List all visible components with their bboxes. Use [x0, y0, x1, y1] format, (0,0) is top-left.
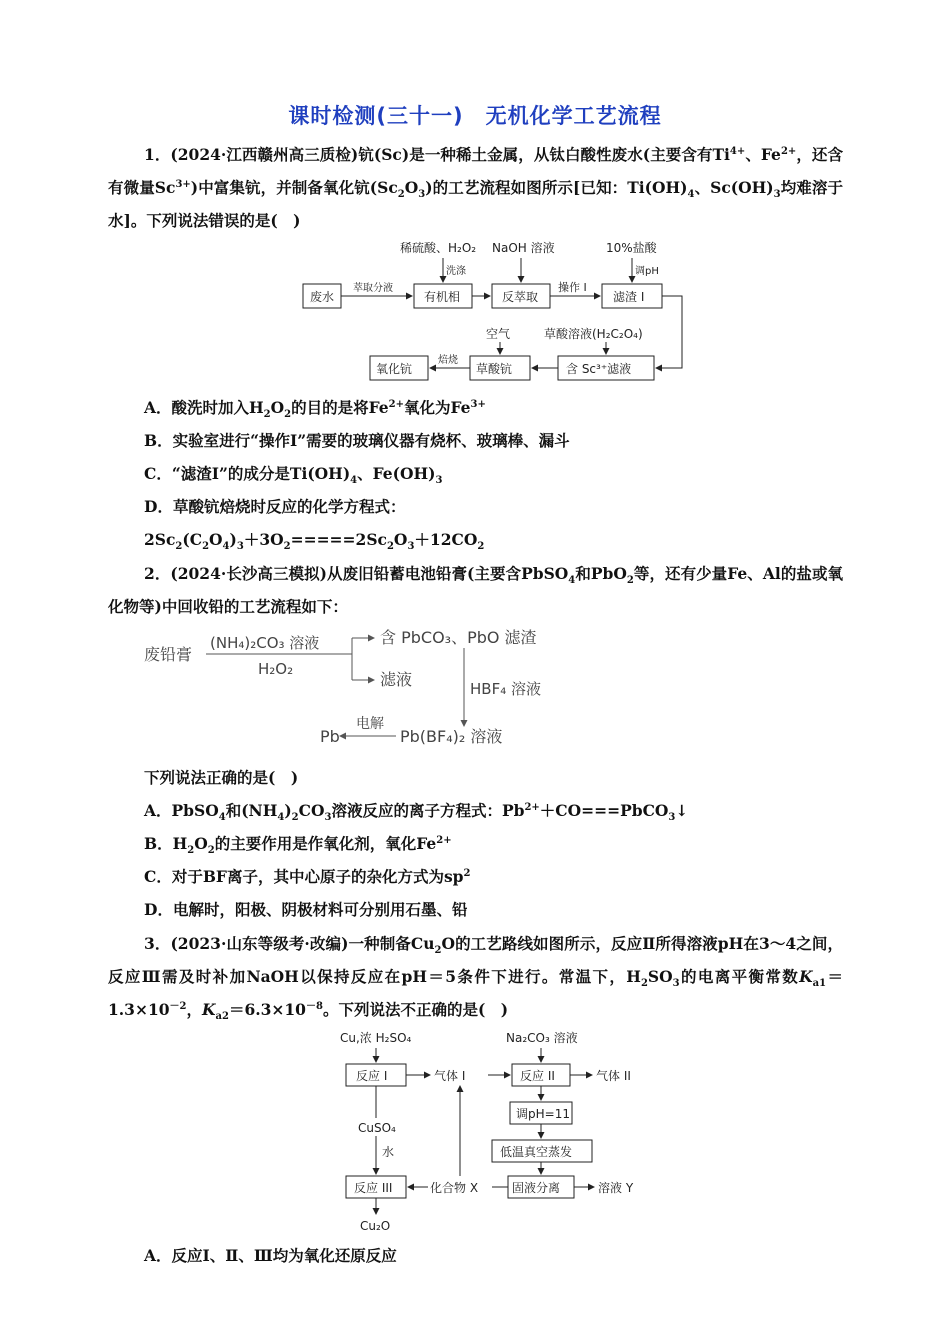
q2-label-residue: 含 PbCO₃、PbO 滤渣 [380, 628, 537, 647]
q3-label-cuso4: CuSO₄ [358, 1121, 396, 1135]
q1-option-c: C．“滤渣Ⅰ”的成分是$Ti(OH)_4$、$Fe(OH)_3$ [144, 464, 443, 487]
q1-label-reagent3: 10%盐酸 [606, 241, 657, 255]
q3-label-compound-x: 化合物 X [430, 1181, 479, 1195]
q1-option-d: D．草酸钪焙烧时反应的化学方程式： [144, 497, 406, 516]
q2-option-b: B．$H_2O_2$的主要作用是作氧化剂，氧化$Fe^{2+}$ [144, 834, 452, 857]
q3-label-separate: 固液分离 [512, 1181, 561, 1195]
q1-stem: 1．(2024·江西赣州高三质检)钪(Sc)是一种稀土金属，从钛白酸性废水(主要含有$Ti^{4+}$、$Fe^{2+}$，还含有微量$Sc^{3+}$)中富集钪，并制备氧化钪$(Sc_2O_3)$的工艺流程如图所示[已知：$Ti(OH)_4$、$Sc(OH)_3$均难溶于水]。下列说法错误的是( ) [108, 145, 843, 230]
q2-stem: 2．(2024·长沙高三模拟)从废旧铅蓄电池铅膏(主要含PbSO$_4$和PbO$_2$等，还有少量Fe、Al的盐或氧化物等)中回收铅的工艺流程如下： [108, 564, 843, 616]
q1-label-filtrate: 含 Sc³⁺滤液 [566, 362, 632, 376]
q3-label-gas1: 气体 I [434, 1069, 466, 1083]
q2-option-c: C．对于BF离子，其中心原子的杂化方式为$sp^2$ [144, 867, 471, 886]
q1-label-reagent1: 稀硫酸、H₂O₂ [400, 241, 477, 255]
q2-label-filtrate: 滤液 [380, 670, 413, 689]
q1-label-back-extract: 反萃取 [502, 290, 539, 304]
q1-label-organic: 有机相 [424, 290, 461, 304]
q2-label-start: 废铅膏 [144, 645, 193, 664]
q2-label-hbf4: HBF₄ 溶液 [470, 680, 541, 698]
q2-flowchart [140, 624, 580, 756]
q1-label-extract: 萃取分液 [353, 283, 393, 294]
q1-flowchart [296, 238, 696, 384]
page-title: 课时检测(三十一) 无机化学工艺流程 [288, 104, 662, 128]
q3-option-a: A．反应Ⅰ、Ⅱ、Ⅲ均为氧化还原反应 [144, 1246, 397, 1265]
q3-label-na2co3: Na₂CO₃ 溶液 [506, 1031, 578, 1045]
q1-option-b: B．实验室进行“操作Ⅰ”需要的玻璃仪器有烧杯、玻璃棒、漏斗 [144, 431, 570, 450]
q3-label-ph11: 调pH=11 [516, 1107, 570, 1121]
q1-label-air: 空气 [486, 327, 511, 341]
q3-label-cu2o: Cu₂O [360, 1219, 391, 1233]
q1-label-roast: 焙烧 [438, 355, 458, 366]
q1-label-reagent2: NaOH 溶液 [492, 241, 555, 255]
q2-option-a: A．PbSO$_4$和$(NH_4)_2CO_3$溶液反应的离子方程式：$Pb^{2+}+CO===PbCO_3↓$ [144, 801, 689, 824]
q1-label-waste: 废水 [310, 290, 335, 304]
q1-label-residue1: 滤渣 I [613, 290, 645, 304]
q2-option-d: D．电解时，阳极、阴极材料可分别用石墨、铅 [144, 900, 468, 919]
q2-label-electrolysis: 电解 [356, 716, 384, 732]
q3-label-r1: 反应 I [356, 1069, 388, 1083]
q3-label-cu-acid: Cu,浓 H₂SO₄ [340, 1031, 412, 1045]
q2-prompt: 下列说法正确的是( ) [144, 768, 299, 787]
q3-flowchart [330, 1028, 660, 1234]
q1-label-op1: 操作 I [558, 281, 587, 294]
q1-option-d-equation: $2Sc_2(C_2O_4)_3+3O_2=====2Sc_2O_3+12CO_2$ [144, 530, 485, 553]
q1-label-wash: 洗涤 [446, 266, 466, 277]
q3-label-r2: 反应 II [520, 1069, 555, 1083]
q1-label-sc-oxalate: 草酸钪 [476, 362, 513, 376]
q2-label-reagent-top: (NH₄)₂CO₃ 溶液 [210, 634, 320, 652]
q2-label-reagent-bottom: H₂O₂ [258, 660, 294, 678]
q3-label-r3: 反应 III [354, 1181, 393, 1195]
q2-label-pb: Pb [320, 727, 340, 746]
q1-label-oxide: 氧化钪 [376, 362, 413, 376]
q3-label-solution-y: 溶液 Y [598, 1181, 634, 1195]
q2-label-pbbf4: Pb(BF₄)₂ 溶液 [400, 727, 503, 746]
q1-label-adjust-ph: 调pH [635, 266, 659, 277]
q1-option-a: A．酸洗时加入$H_2O_2$的目的是将$Fe^{2+}$氧化为$Fe^{3+}$ [144, 398, 486, 421]
q3-label-water: 水 [382, 1145, 395, 1159]
q3-label-evap: 低温真空蒸发 [500, 1145, 573, 1159]
q1-label-oxalic: 草酸溶液(H₂C₂O₄) [544, 327, 643, 341]
q3-stem: 3．(2023·山东等级考·改编)一种制备$Cu_2O$的工艺路线如图所示，反应Ⅱ所得溶液pH在3～4之间，反应Ⅲ需及时补加NaOH以保持反应在pH＝5条件下进行。常温下，$H_2SO_3$的电离平衡常数$K_{a1}=1.3\times 10^{-2}$，$K_{a2}=6.3\times 10^{-8}$。下列说法不正确的是( ) [108, 934, 843, 1023]
q3-label-gas2: 气体 II [596, 1069, 631, 1083]
